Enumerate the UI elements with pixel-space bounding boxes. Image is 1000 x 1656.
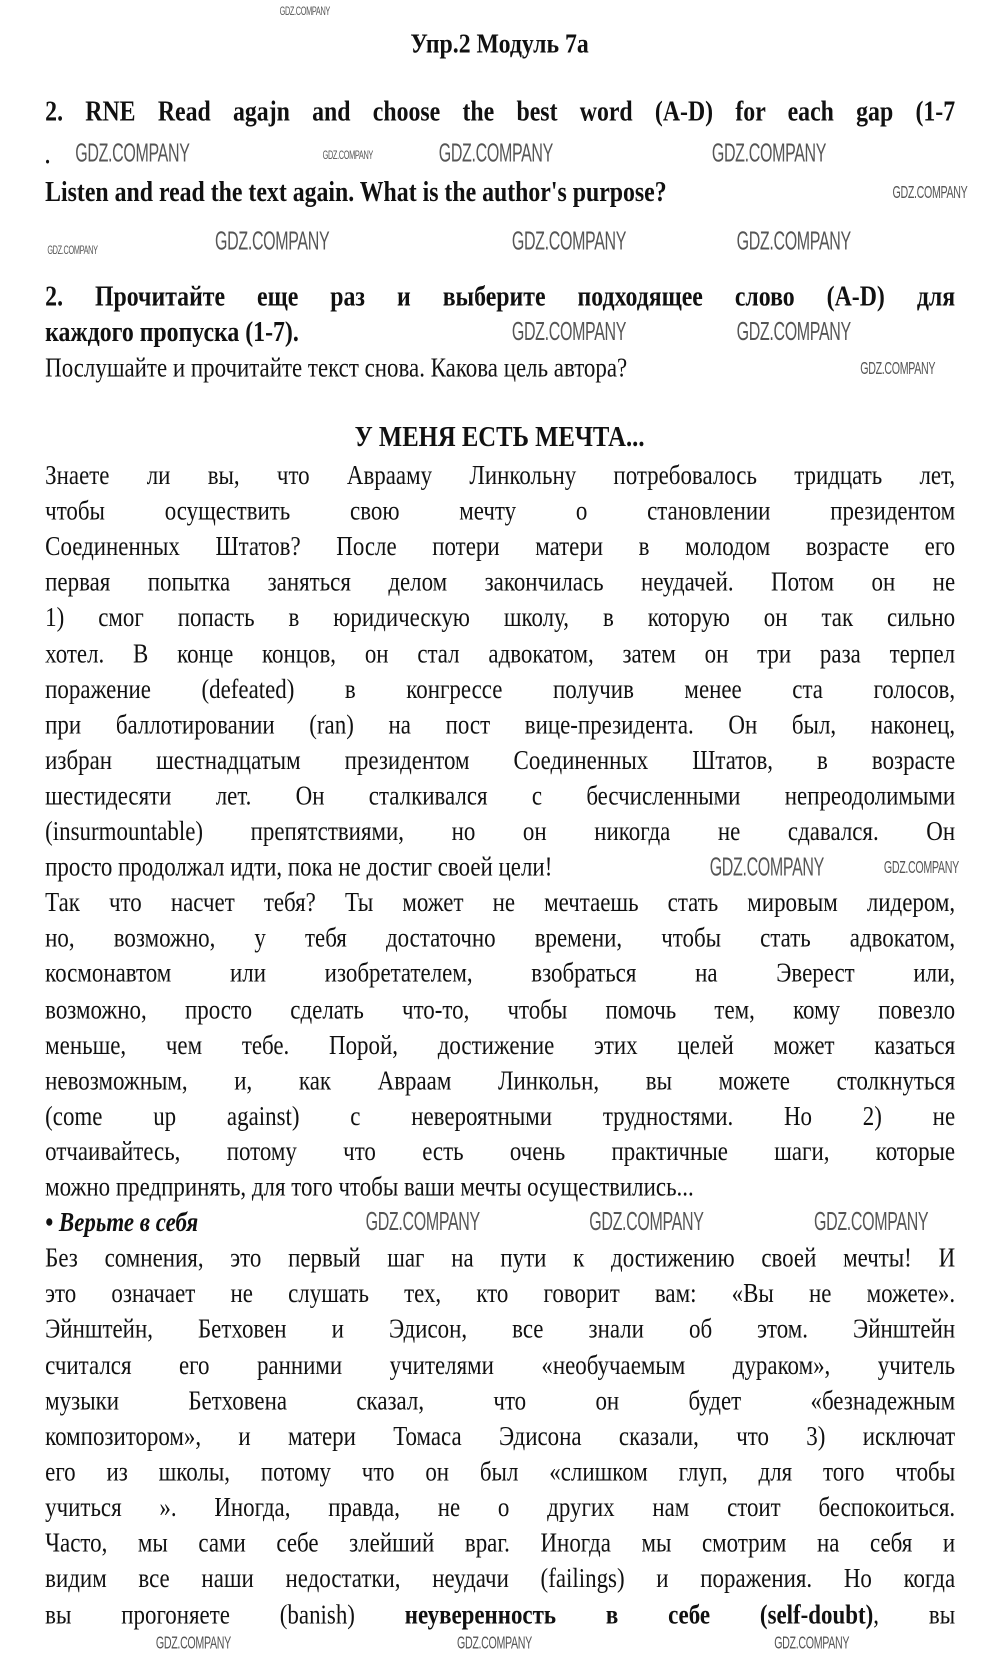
watermark-text: GDZ.COMPANY bbox=[457, 1634, 532, 1653]
watermark-text: GDZ.COMPANY bbox=[860, 360, 936, 379]
last-line-bold: неуверенность в себе (self-doubt) bbox=[404, 1598, 874, 1630]
paragraph-line: Без сомнения, это первый шаг на пути к достижению своей мечты! И bbox=[45, 1242, 956, 1274]
watermark-text: GDZ.COMPANY bbox=[711, 138, 827, 168]
article-last-line bbox=[45, 1596, 955, 1631]
watermark-text: GDZ.COMPANY bbox=[511, 226, 627, 256]
last-line-start: вы прогоняете (banish) bbox=[45, 1598, 355, 1630]
watermark-text: GDZ.COMPANY bbox=[155, 1634, 231, 1653]
paragraph-line: космонавтом или изобретателем, взобраться на Эверест или, bbox=[45, 957, 956, 989]
watermark-text: GDZ.COMPANY bbox=[438, 138, 553, 168]
paragraph-line: шестидесяти лет. Он сталкивался с бесчисленными непреодолимыми bbox=[45, 779, 956, 811]
paragraph-line: это означает не слушать тех, кто говорит вам: «Вы не можете». bbox=[45, 1277, 956, 1309]
paragraph-line: учиться ». Иногда, правда, не о других нам стоит беспокоиться. bbox=[45, 1491, 956, 1523]
paragraph-line: чтобы осуществить свою мечту о становлении президентом bbox=[45, 494, 956, 526]
paragraph-line: 1) смог попасть в юридическую школу, в которую он так сильно bbox=[45, 601, 956, 633]
watermark-text: GDZ.COMPANY bbox=[736, 226, 851, 256]
watermark-text: GDZ.COMPANY bbox=[892, 183, 968, 203]
task-en-line-2: Listen and read the text again. What is the author's purpose? bbox=[45, 175, 667, 208]
task-ru-line-1: 2. Прочитайте еще раз и выберите подходящее слово (A-D) для bbox=[45, 279, 956, 312]
paragraph-line: хотел. В конце концов, он стал адвокатом, затем он три раза терпел bbox=[45, 637, 956, 669]
paragraph-line: Часто, мы сами себе злейший враг. Иногда мы смотрим на себя и bbox=[45, 1526, 956, 1559]
paragraph-line: Эйнштейн, Бетховен и Эдисон, все знали об этом. Эйнштейн bbox=[45, 1313, 956, 1345]
page-title bbox=[0, 28, 1000, 60]
paragraph-line: его из школы, потому что он был «слишком глуп, для того чтобы bbox=[45, 1455, 956, 1487]
watermark-text: GDZ.COMPANY bbox=[279, 5, 330, 19]
paragraph-line: Знаете ли вы, что Аврааму Линкольну потребовалось тридцать лет, bbox=[45, 459, 956, 491]
paragraph-line: видим все наши недостатки, неудачи (failings) и поражения. Но когда bbox=[45, 1562, 956, 1594]
paragraph-line: можно предпринять, для того чтобы ваши мечты осуществились... bbox=[45, 1171, 694, 1203]
last-line-end: , вы bbox=[873, 1598, 956, 1630]
paragraph-line: отчаивайтесь, потому что есть очень практичные шаги, которые bbox=[45, 1135, 956, 1167]
paragraph-line: но, возможно, у тебя достаточно времени, чтобы стать адвокатом, bbox=[45, 921, 956, 954]
page-title-text: Упр.2 Модуль 7а bbox=[410, 27, 590, 60]
watermark-text: GDZ.COMPANY bbox=[589, 1207, 704, 1237]
paragraph-line: Так что насчет тебя? Ты может не мечтаешь стать мировым лидером, bbox=[45, 886, 956, 918]
task-ru-line-2: каждого пропуска (1-7). bbox=[45, 315, 299, 348]
paragraph-line: первая попытка заняться делом закончилась неудачей. Потом он не bbox=[45, 565, 956, 598]
watermark-text: GDZ.COMPANY bbox=[322, 149, 373, 163]
paragraph-line: при баллотировании (ran) на пост вице-президента. Он был, наконец, bbox=[45, 708, 956, 740]
watermark-text: GDZ.COMPANY bbox=[75, 138, 190, 168]
watermark-text: GDZ.COMPANY bbox=[47, 244, 98, 257]
task-ru-line-3: Послушайте и прочитайте текст снова. Какова цель автора? bbox=[45, 351, 628, 383]
paragraph-line: невозможным, и, как Авраам Линкольн, вы можете столкнуться bbox=[45, 1064, 956, 1096]
paragraph-line: возможно, просто сделать что-то, чтобы помочь тем, кому повезло bbox=[45, 993, 956, 1025]
task-en-line: 2. RNE Read agajn and choose the best word (A-D) for each gap (1-7 bbox=[45, 94, 956, 127]
watermark-text: GDZ.COMPANY bbox=[736, 317, 851, 347]
watermark-text: GDZ.COMPANY bbox=[814, 1207, 929, 1237]
watermark-text: GDZ.COMPANY bbox=[883, 859, 959, 878]
paragraph-line: (insurmountable) препятствиями, но он никогда не сдавался. Он bbox=[45, 815, 956, 847]
watermark-text: GDZ.COMPANY bbox=[511, 317, 627, 347]
article-title-text: У МЕНЯ ЕСТЬ МЕЧТА... bbox=[355, 420, 645, 453]
paragraph-line: композитором», и матери Томаса Эдисона сказали, что 3) исключат bbox=[45, 1420, 956, 1452]
watermark-text: GDZ.COMPANY bbox=[365, 1207, 480, 1237]
section-heading-believe-in-yourself: • Верьте в себя bbox=[45, 1206, 199, 1238]
article-title bbox=[0, 420, 1000, 453]
paragraph-line: (come up against) с невероятными трудностями. Но 2) не bbox=[45, 1099, 956, 1131]
paragraph-line: Соединенных Штатов? После потери матери в молодом возрасте его bbox=[45, 530, 956, 562]
watermark-text: GDZ.COMPANY bbox=[774, 1634, 850, 1653]
paragraph-line: меньше, чем тебе. Порой, достижение этих целей может казаться bbox=[45, 1028, 956, 1060]
paragraph-line: просто продолжал идти, пока не достиг своей цели! bbox=[45, 850, 553, 882]
paragraph-line: музыки Бетховена сказал, что он будет «безнадежным bbox=[45, 1384, 956, 1416]
paragraph-line: избран шестнадцатым президентом Соединенных Штатов, в возрасте bbox=[45, 743, 956, 776]
task-en-dot: . bbox=[45, 141, 51, 169]
paragraph-line: поражение (defeated) в конгрессе получив менее ста голосов, bbox=[45, 672, 956, 704]
watermark-text: GDZ.COMPANY bbox=[215, 226, 330, 256]
watermark-text: GDZ.COMPANY bbox=[709, 852, 824, 882]
paragraph-line: считался его ранними учителями «необучаемым дураком», учитель bbox=[45, 1348, 956, 1381]
